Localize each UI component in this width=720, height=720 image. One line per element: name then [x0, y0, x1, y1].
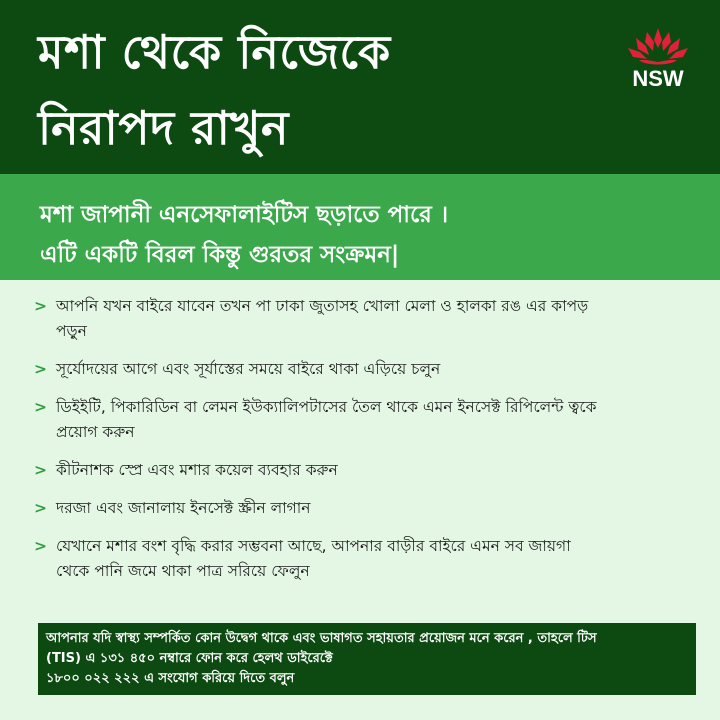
list-item-line: যেখানে মশার বংশ বৃদ্ধি করার সম্ভবনা আছে, আপনার বাড়ীর বাইরে এমন সব জায়গা [56, 537, 571, 555]
footer-line-3: ১৮০০ ০২২ ২২২ এ সংযোগ করিয়ে দিতে বলুন [46, 671, 295, 686]
chevron-right-icon: > [34, 537, 47, 555]
list-item [34, 294, 694, 344]
title-line-1: মশা থেকে নিজেকে [38, 25, 391, 79]
chevron-right-icon: > [34, 398, 47, 416]
subheader-line-2: এটি একটি বিরল কিন্তু গুরতর সংক্রমন| [40, 242, 400, 268]
list-item-line: প্রয়োগ করুন [56, 423, 135, 441]
nsw-logo [618, 26, 698, 96]
contact-info-box [38, 623, 696, 695]
list-item-line: আপনি যখন বাইরে যাবেন তখন পা ঢাকা জুতাসহ খোলা মেলা ও হালকা রঙ এর কাপড় [56, 297, 589, 315]
subheader-line-1: মশা জাপানী এনসেফালাইটিস ছড়াতে পারে । [40, 202, 449, 228]
footer-line-1: আপনার যদি স্বাস্থ্য সম্পর্কিত কোন উদ্বেগ থাকে এবং ভাষাগত সহায়তার প্রয়োজন মনে করেন , তাহলে টিস [46, 631, 597, 646]
list-item-line: সূর্যোদয়ের আগে এবং সূর্যাস্তের সময়ে বাইরে থাকা এড়িয়ে চলুন [56, 360, 441, 378]
list-item-line: থেকে পানি জমে থাকা পাত্র সরিয়ে ফেলুন [56, 562, 310, 580]
chevron-right-icon: > [34, 461, 47, 479]
waratah-flower-icon [623, 26, 693, 66]
header-banner [0, 0, 720, 174]
list-item [34, 395, 694, 445]
list-item [34, 357, 694, 382]
list-item [34, 458, 694, 483]
logo-text: NSW [632, 66, 684, 91]
list-item-line: পড়ুন [56, 322, 87, 340]
tips-list [34, 294, 694, 597]
list-item-line: কীটনাশক স্প্রে এবং মশার কয়েল ব্যবহার করুন [56, 461, 338, 479]
chevron-right-icon: > [34, 360, 47, 378]
chevron-right-icon: > [34, 297, 47, 315]
list-item-line: ডিইইটি, পিকারিডিন বা লেমন ইউক্যালিপটাসের তৈল থাকে এমন ইনসেক্ট রিপিলেন্ট ত্বকে [56, 398, 597, 416]
list-item [34, 496, 694, 521]
chevron-right-icon: > [34, 499, 47, 517]
list-item [34, 534, 694, 584]
list-item-line: দরজা এবং জানালায় ইনসেক্ট স্ক্রীন লাগান [56, 499, 311, 517]
footer-line-2: (TIS) এ ১৩১ ৪৫০ নম্বারে ফোন করে হেলথ ডাইরেক্টে [46, 651, 333, 666]
title-line-2: নিরাপদ রাখুন [38, 101, 289, 155]
subheader-banner [0, 174, 720, 280]
